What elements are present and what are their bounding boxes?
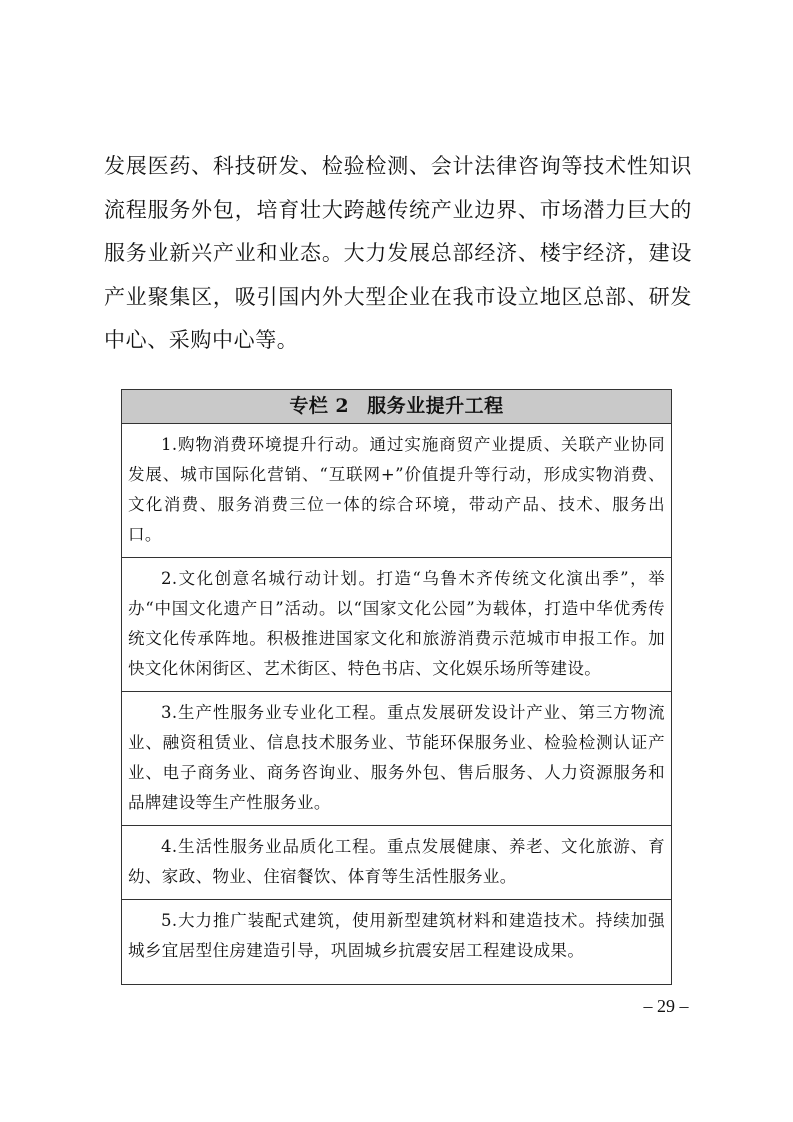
feature-box-title (122, 390, 671, 424)
page-number: – 29 – (643, 996, 689, 1016)
feature-item-1: 1.购物消费环境提升行动。通过实施商贸产业提质、关联产业协同发展、城市国际化营销、“互联网+”价值提升等行动，形成实物消费、文化消费、服务消费三位一体的综合环境，带动产品、技术、服务出口。 (122, 424, 671, 558)
body-paragraph: 发展医药、科技研发、检验检测、会计法律咨询等技术性知识流程服务外包，培育壮大跨越传统产业边界、市场潜力巨大的服务业新兴产业和业态。大力发展总部经济、楼宇经济，建设产业聚集区，吸引国内外大型企业在我市设立地区总部、研发中心、采购中心等。 (104, 154, 692, 352)
feature-box-label: 专栏 2 (289, 395, 350, 417)
feature-item-2: 2.文化创意名城行动计划。打造“乌鲁木齐传统文化演出季”，举办“中国文化遗产日”活动。以“国家文化公园”为载体，打造中华优秀传统文化传承阵地。积极推进国家文化和旅游消费示范城市申报工作。加快文化休闲街区、艺术街区、特色书店、文化娱乐场所等建设。 (122, 558, 671, 692)
feature-item-3: 3.生产性服务业专业化工程。重点发展研发设计产业、第三方物流业、融资租赁业、信息技术服务业、节能环保服务业、检验检测认证产业、电子商务业、商务咨询业、服务外包、售后服务、人力资源服务和品牌建设等生产性服务业。 (122, 692, 671, 826)
feature-item-4: 4.生活性服务业品质化工程。重点发展健康、养老、文化旅游、育幼、家政、物业、住宿餐饮、体育等生活性服务业。 (122, 826, 671, 900)
feature-box (121, 389, 672, 985)
feature-box-heading: 服务业提升工程 (367, 395, 504, 417)
feature-item-5: 5.大力推广装配式建筑，使用新型建筑材料和建造技术。持续加强城乡宜居型住房建造引导，巩固城乡抗震安居工程建设成果。 (128, 911, 665, 960)
